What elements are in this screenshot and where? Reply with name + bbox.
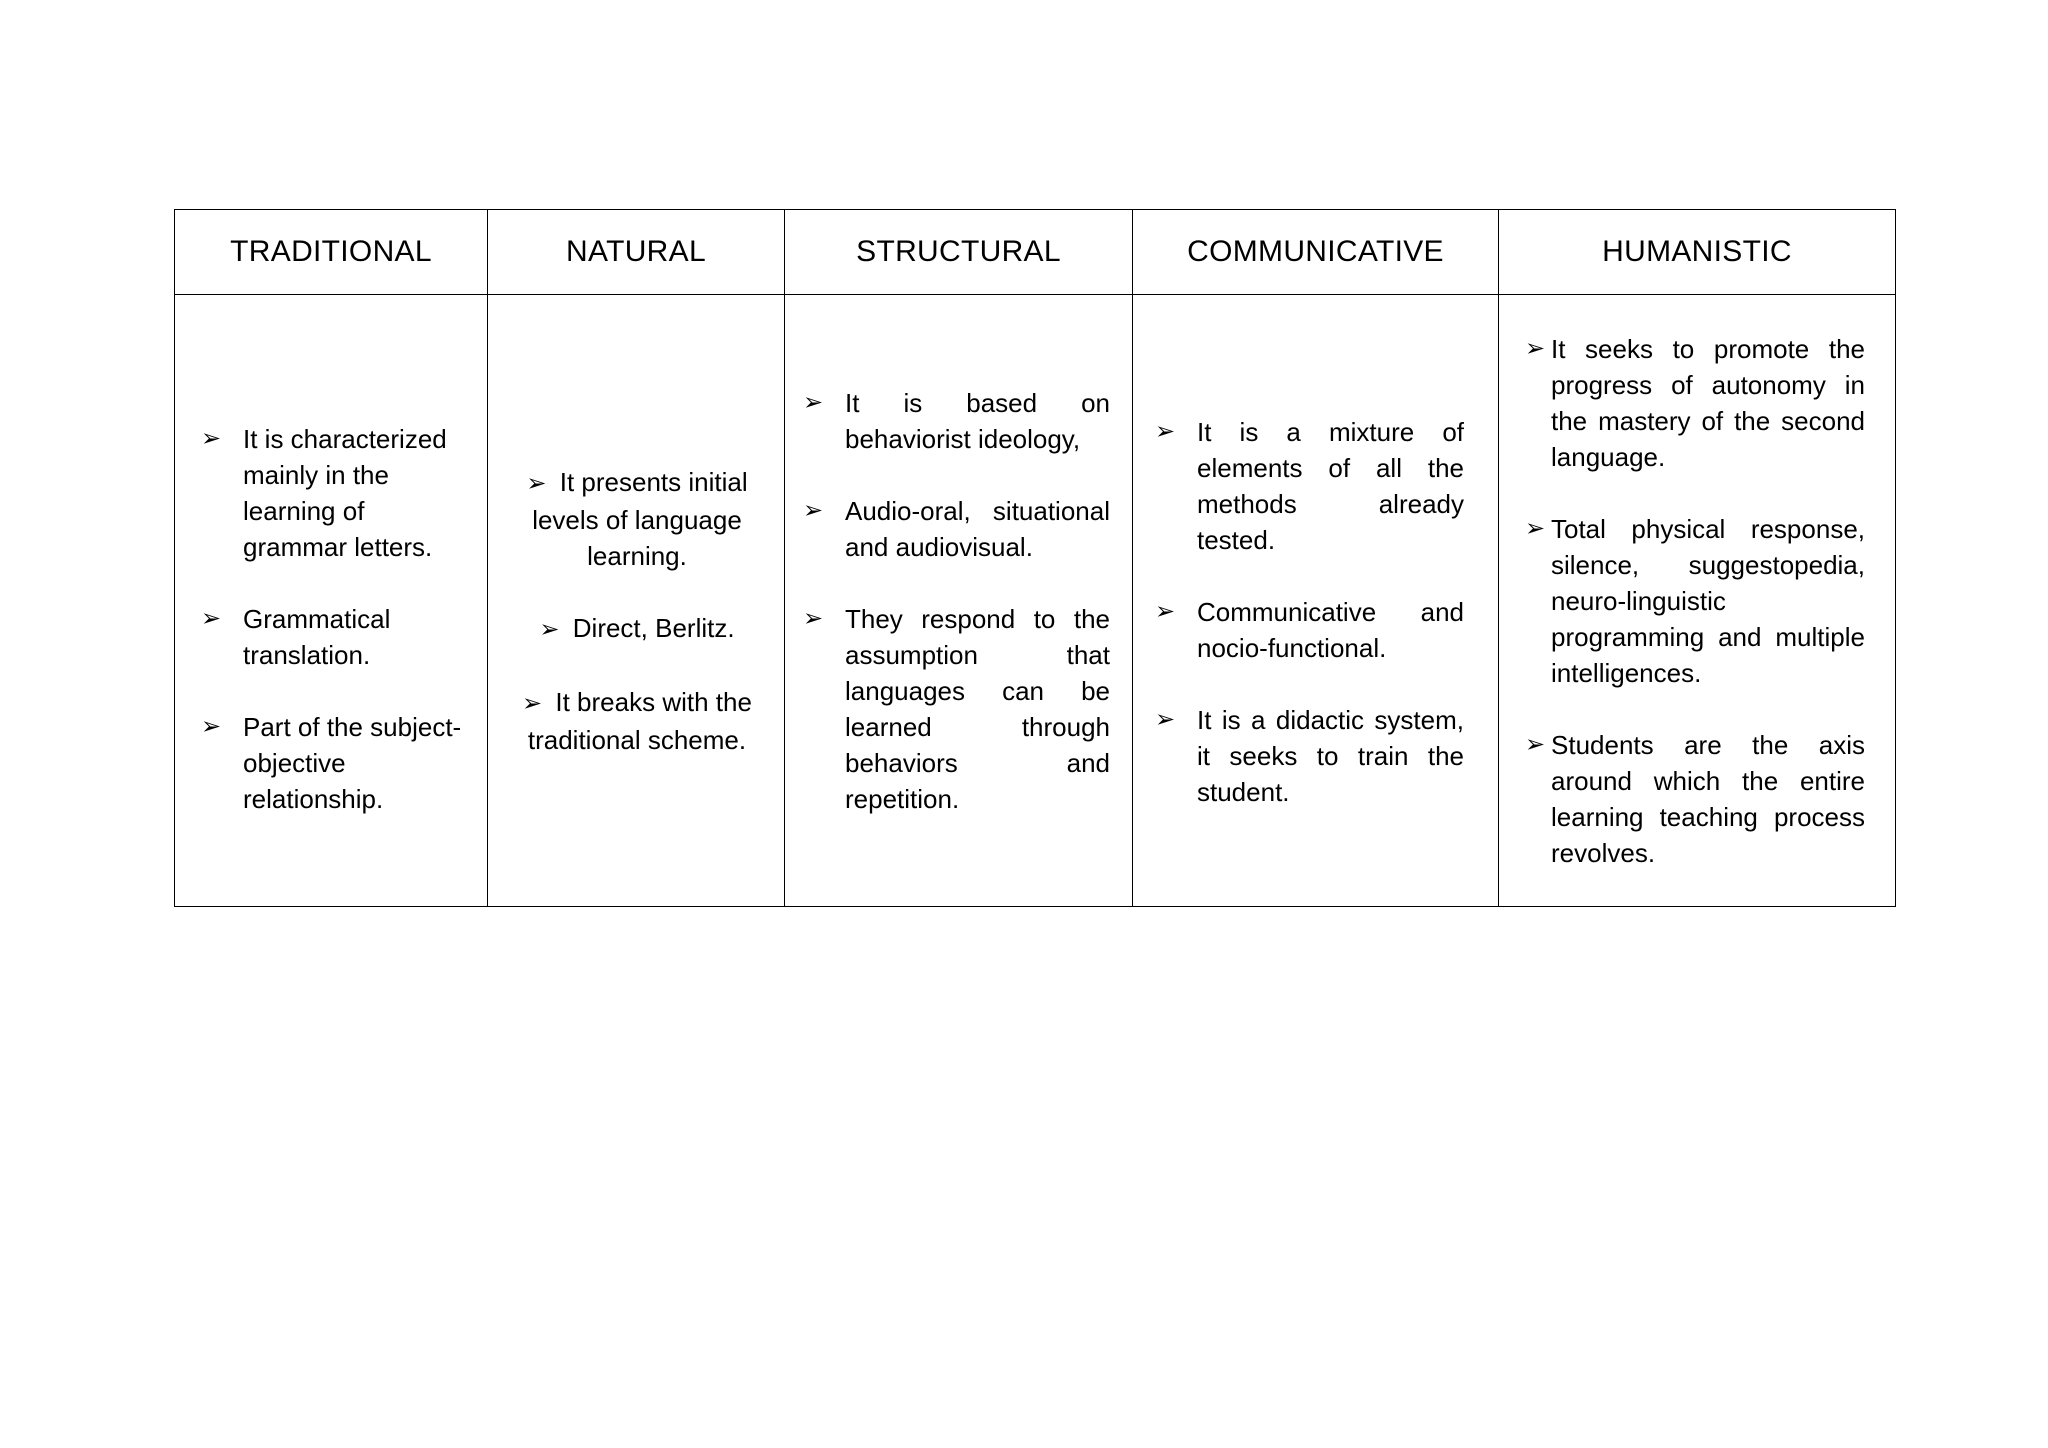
arrowhead-bullet-icon: ➢: [1525, 730, 1546, 758]
list-item: [1155, 594, 1464, 666]
arrowhead-bullet-icon: ➢: [522, 689, 543, 717]
header-communicative: COMMUNICATIVE: [1133, 210, 1499, 295]
item-text: Students are the axis around which the entire learning teaching process revolves.: [1551, 729, 1865, 868]
item-text: Communicative and nocio-functional.: [1197, 596, 1464, 663]
list-item: [803, 493, 1110, 565]
list-item: [508, 464, 766, 574]
list-item: [1155, 702, 1464, 810]
arrowhead-bullet-icon: ➢: [1155, 597, 1176, 625]
header-structural: STRUCTURAL: [785, 210, 1133, 295]
item-text: It seeks to promote the progress of autonomy in the mastery of the second language.: [1551, 333, 1865, 472]
item-text: Audio-oral, situational and audiovisual.: [845, 495, 1110, 562]
arrowhead-bullet-icon: ➢: [201, 712, 222, 740]
item-text: It is characterized mainly in the learning of grammar letters.: [243, 423, 447, 562]
item-text: It presents initial levels of language learning.: [532, 466, 748, 571]
item-text: It is a didactic system, it seeks to train the student.: [1197, 704, 1464, 807]
header-humanistic: HUMANISTIC: [1499, 210, 1896, 295]
item-text: It is based on behaviorist ideology,: [845, 387, 1110, 454]
arrowhead-bullet-icon: ➢: [539, 615, 560, 643]
arrowhead-bullet-icon: ➢: [1525, 514, 1546, 542]
list-item: [803, 385, 1110, 457]
item-text: Grammatical translation.: [243, 603, 391, 670]
list-item: [803, 601, 1110, 817]
arrowhead-bullet-icon: ➢: [1155, 417, 1176, 445]
list-item: [201, 601, 471, 673]
header-traditional: TRADITIONAL: [175, 210, 488, 295]
list-item: [1525, 331, 1865, 475]
arrowhead-bullet-icon: ➢: [201, 604, 222, 632]
cell-structural: [785, 295, 1133, 907]
cell-traditional: [175, 295, 488, 907]
header-row: [175, 210, 1896, 295]
arrowhead-bullet-icon: ➢: [1155, 705, 1176, 733]
arrowhead-bullet-icon: ➢: [526, 469, 547, 497]
item-text: Direct, Berlitz.: [572, 612, 735, 643]
list-item: [1525, 727, 1865, 871]
arrowhead-bullet-icon: ➢: [803, 604, 824, 632]
item-text: They respond to the assumption that languages can be learned through behaviors and repetition.: [845, 603, 1110, 814]
list-item: [1155, 414, 1464, 558]
item-text: It is a mixture of elements of all the methods already tested.: [1197, 416, 1464, 555]
list-item: [508, 610, 766, 648]
arrowhead-bullet-icon: ➢: [803, 496, 824, 524]
arrowhead-bullet-icon: ➢: [803, 388, 824, 416]
list-item: [1525, 511, 1865, 691]
list-item: [508, 684, 766, 758]
item-text: Part of the subject-objective relationship.: [243, 711, 462, 814]
item-text: Total physical response, silence, suggestopedia, neuro-linguistic programming and multiple intelligences.: [1551, 513, 1865, 688]
arrowhead-bullet-icon: ➢: [201, 424, 222, 452]
cell-natural: [488, 295, 785, 907]
list-item: [201, 421, 471, 565]
arrowhead-bullet-icon: ➢: [1525, 334, 1546, 362]
content-row: [175, 295, 1896, 907]
cell-communicative: [1133, 295, 1499, 907]
cell-humanistic: [1499, 295, 1896, 907]
item-text: It breaks with the traditional scheme.: [527, 686, 752, 755]
header-natural: NATURAL: [488, 210, 785, 295]
methods-comparison-table: [174, 209, 1896, 907]
list-item: [201, 709, 471, 817]
